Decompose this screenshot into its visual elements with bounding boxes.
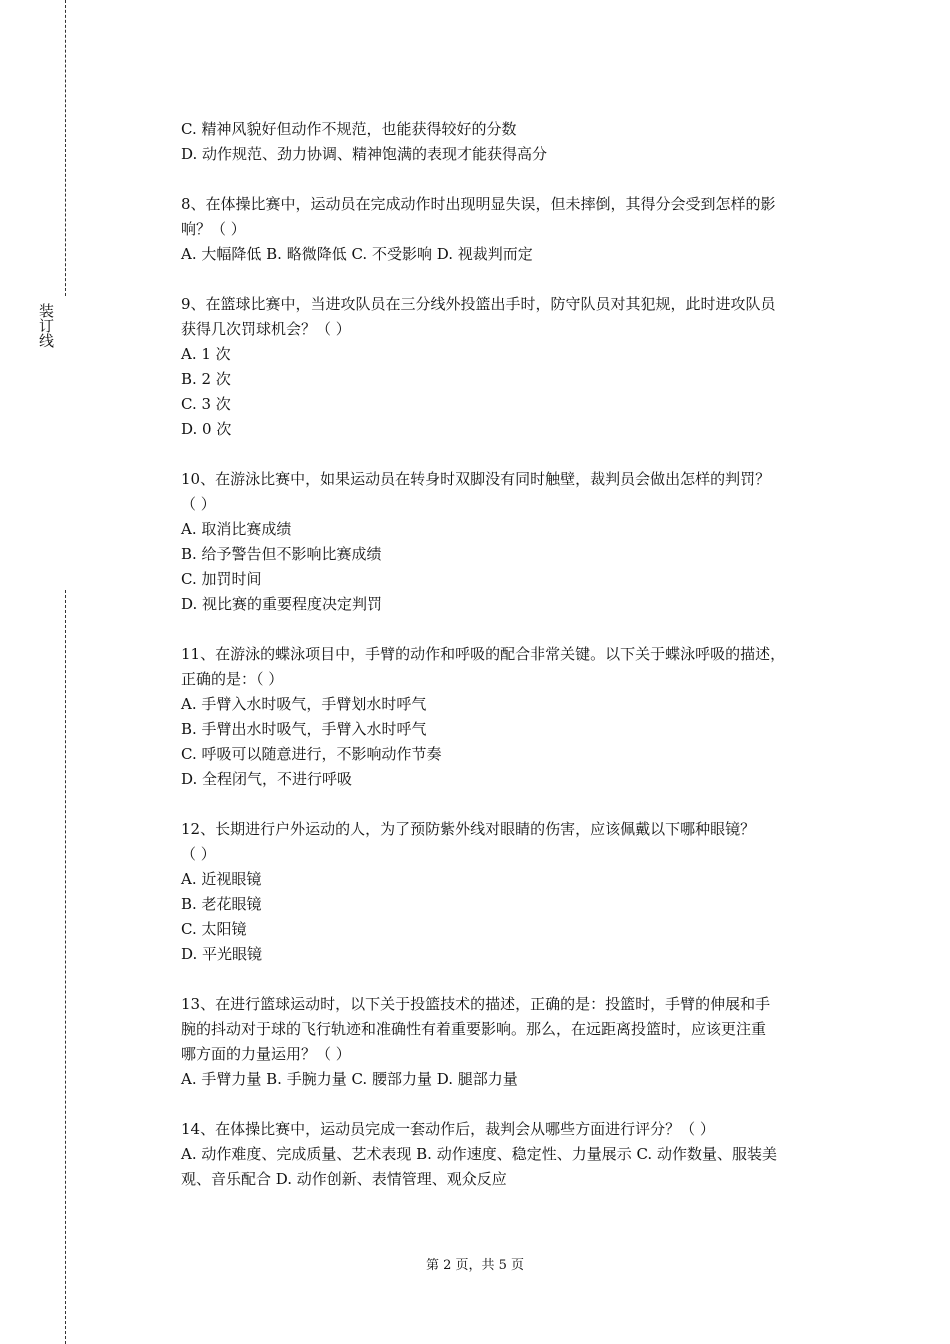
question-stem-line: 正确的是：（ ）	[181, 670, 284, 688]
question-block	[181, 467, 845, 617]
option-line: C. 呼吸可以随意进行，不影响动作节奏	[181, 745, 442, 763]
question-stem-line: （ ）	[181, 495, 216, 513]
question-stem-line: 9、在篮球比赛中，当进攻队员在三分线外投篮出手时，防守队员对其犯规，此时进攻队员	[181, 295, 776, 313]
option-line: A. 手臂力量 B. 手腕力量 C. 腰部力量 D. 腿部力量	[181, 1070, 518, 1088]
question-block	[181, 1117, 845, 1192]
option-line: C. 精神风貌好但动作不规范，也能获得较好的分数	[181, 120, 517, 138]
option-line: B. 手臂出水时吸气，手臂入水时呼气	[181, 720, 427, 738]
question-block	[181, 642, 845, 792]
question-block	[181, 992, 845, 1092]
option-line: C. 太阳镜	[181, 920, 247, 938]
continued-options	[181, 117, 845, 167]
binding-dashed-line-bottom	[65, 590, 66, 1344]
option-line: A. 取消比赛成绩	[181, 520, 292, 538]
option-line: D. 平光眼镜	[181, 945, 263, 963]
exam-content	[181, 117, 845, 1192]
question-stem-line: 14、在体操比赛中，运动员完成一套动作后，裁判会从哪些方面进行评分？（ ）	[181, 1120, 715, 1138]
question-stem-line: 8、在体操比赛中，运动员在完成动作时出现明显失误，但未摔倒，其得分会受到怎样的影	[181, 195, 776, 213]
option-line: D. 动作规范、劲力协调、精神饱满的表现才能获得高分	[181, 145, 548, 163]
option-line: C. 加罚时间	[181, 570, 262, 588]
question-stem-line: 12、长期进行户外运动的人，为了预防紫外线对眼睛的伤害，应该佩戴以下哪种眼镜？	[181, 820, 756, 838]
question-stem-line: 10、在游泳比赛中，如果运动员在转身时双脚没有同时触壁，裁判员会做出怎样的判罚？	[181, 470, 771, 488]
option-line: D. 0 次	[181, 420, 232, 438]
question-stem-line: 13、在进行篮球运动时，以下关于投篮技术的描述，正确的是：投篮时，手臂的伸展和手	[181, 995, 771, 1013]
option-line: B. 给予警告但不影响比赛成绩	[181, 545, 382, 563]
option-line: C. 3 次	[181, 395, 231, 413]
question-list	[181, 192, 845, 1192]
option-line: B. 2 次	[181, 370, 231, 388]
option-line: D. 视比赛的重要程度决定判罚	[181, 595, 383, 613]
question-stem-line: 11、在游泳的蝶泳项目中，手臂的动作和呼吸的配合非常关键。以下关于蝶泳呼吸的描述，	[181, 645, 786, 663]
option-line: B. 老花眼镜	[181, 895, 262, 913]
page-footer: 第 2 页，共 5 页	[425, 1258, 525, 1273]
question-stem-line: 哪方面的力量运用？（ ）	[181, 1045, 351, 1063]
question-stem-line: 响？（ ）	[181, 220, 246, 238]
option-line: A. 动作难度、完成质量、艺术表现 B. 动作速度、稳定性、力量展示 C. 动作数量、服装美	[181, 1145, 777, 1163]
binding-dashed-line-top	[65, 0, 66, 296]
question-stem-line: （ ）	[181, 845, 216, 863]
question-block	[181, 292, 845, 442]
option-line: A. 1 次	[181, 345, 231, 363]
question-block	[181, 192, 845, 267]
option-line: 观、音乐配合 D. 动作创新、表情管理、观众反应	[181, 1170, 507, 1188]
question-stem-line: 腕的抖动对于球的飞行轨迹和准确性有着重要影响。那么，在远距离投篮时，应该更注重	[181, 1020, 767, 1038]
question-stem-line: 获得几次罚球机会？（ ）	[181, 320, 351, 338]
option-line: A. 手臂入水时吸气，手臂划水时呼气	[181, 695, 427, 713]
question-block	[181, 817, 845, 967]
option-line: D. 全程闭气，不进行呼吸	[181, 770, 353, 788]
option-line: A. 近视眼镜	[181, 870, 262, 888]
binding-line-label: 装订线	[37, 303, 55, 348]
option-line: A. 大幅降低 B. 略微降低 C. 不受影响 D. 视裁判而定	[181, 245, 533, 263]
